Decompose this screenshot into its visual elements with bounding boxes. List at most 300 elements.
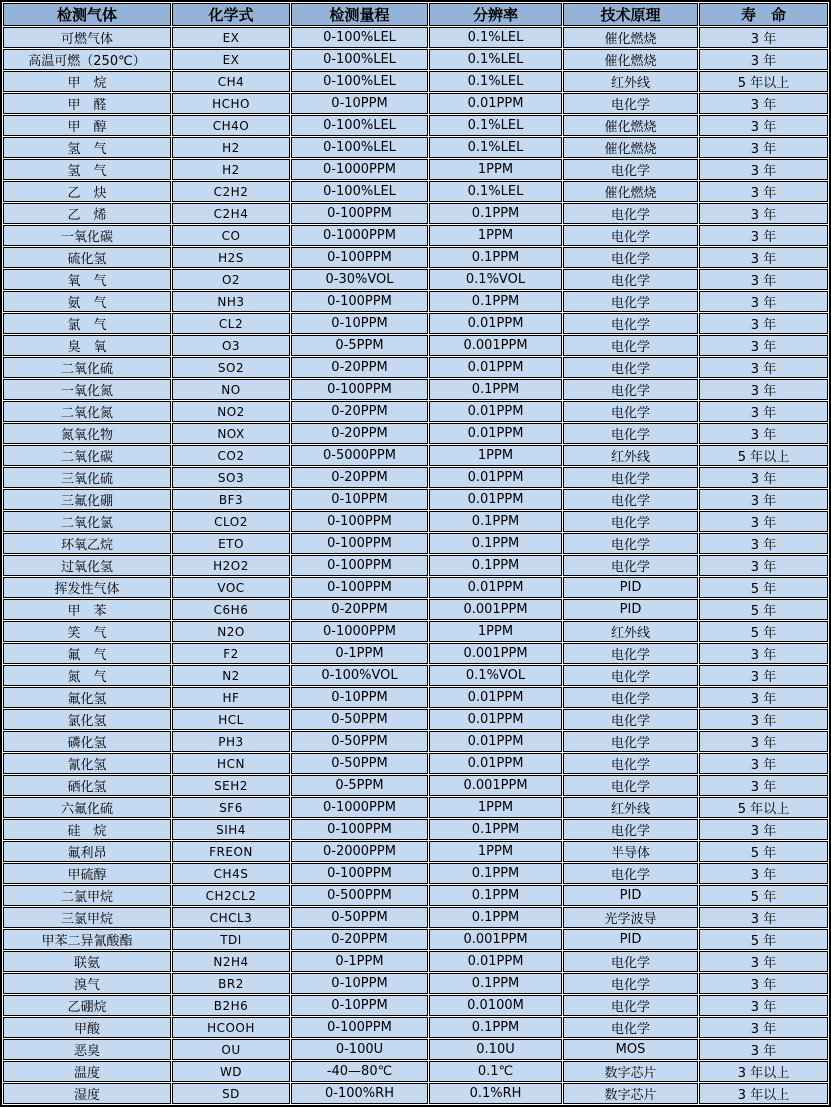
cell-range: 0-100%LEL [291,71,428,92]
cell-principle: 电化学 [563,995,698,1016]
table-row [3,93,828,114]
cell-range: 0-100PPM [291,555,428,576]
cell-range: 0-100%LEL [291,115,428,136]
cell-formula: BF3 [172,489,290,510]
cell-range: 0-1PPM [291,951,428,972]
table-row [3,445,828,466]
column-header-resolution: 分辨率 [429,3,562,26]
cell-gas-name: 甲 苯 [3,599,171,620]
table-row [3,797,828,818]
cell-formula: O2 [172,269,290,290]
column-header-range: 检测量程 [291,3,428,26]
cell-resolution: 0.1PPM [429,379,562,400]
cell-range: 0-1000PPM [291,621,428,642]
cell-resolution: 0.01PPM [429,687,562,708]
cell-formula: HCN [172,753,290,774]
table-row [3,357,828,378]
cell-formula: CO [172,225,290,246]
cell-lifespan: 3 年 [699,643,828,664]
cell-resolution: 0.1%VOL [429,269,562,290]
table-row [3,665,828,686]
table-row [3,203,828,224]
column-header-gas-name: 检测气体 [3,3,171,26]
cell-range: 0-500PPM [291,885,428,906]
cell-resolution: 0.1%LEL [429,71,562,92]
cell-principle: 光学波导 [563,907,698,928]
cell-principle: PID [563,885,698,906]
cell-principle: PID [563,929,698,950]
cell-gas-name: 环氧乙烷 [3,533,171,554]
cell-gas-name: 笑 气 [3,621,171,642]
cell-gas-name: 二氧化硫 [3,357,171,378]
cell-resolution: 0.01PPM [429,731,562,752]
cell-principle: 电化学 [563,159,698,180]
table-row [3,973,828,994]
cell-resolution: 0.1%LEL [429,115,562,136]
cell-formula: H2O2 [172,555,290,576]
cell-gas-name: 高温可燃（250℃） [3,49,171,70]
cell-range: 0-100PPM [291,379,428,400]
cell-resolution: 0.1%LEL [429,137,562,158]
cell-principle: 电化学 [563,93,698,114]
cell-resolution: 1PPM [429,621,562,642]
cell-gas-name: 氢 气 [3,137,171,158]
cell-range: 0-50PPM [291,907,428,928]
cell-resolution: 0.01PPM [429,489,562,510]
cell-range: 0-20PPM [291,467,428,488]
cell-lifespan: 3 年 [699,137,828,158]
cell-resolution: 0.001PPM [429,929,562,950]
cell-formula: N2O [172,621,290,642]
cell-gas-name: 二氧化氮 [3,401,171,422]
cell-lifespan: 5 年 [699,599,828,620]
cell-range: 0-5000PPM [291,445,428,466]
cell-gas-name: 氰化氢 [3,753,171,774]
cell-formula: H2S [172,247,290,268]
cell-resolution: 0.1PPM [429,973,562,994]
cell-range: 0-2000PPM [291,841,428,862]
table-row [3,1061,828,1082]
cell-gas-name: 溴气 [3,973,171,994]
cell-principle: 电化学 [563,709,698,730]
cell-gas-name: 硅 烷 [3,819,171,840]
cell-range: 0-100U [291,1039,428,1060]
cell-range: 0-50PPM [291,709,428,730]
column-header-formula: 化学式 [172,3,290,26]
cell-formula: HCL [172,709,290,730]
table-row [3,775,828,796]
cell-lifespan: 3 年 [699,401,828,422]
cell-gas-name: 乙 炔 [3,181,171,202]
table-row [3,247,828,268]
cell-resolution: 1PPM [429,159,562,180]
cell-lifespan: 3 年 [699,489,828,510]
cell-gas-name: 二氯甲烷 [3,885,171,906]
table-row [3,401,828,422]
cell-lifespan: 3 年 [699,269,828,290]
cell-principle: 电化学 [563,643,698,664]
cell-formula: CLO2 [172,511,290,532]
table-row [3,49,828,70]
cell-formula: SD [172,1083,290,1104]
cell-principle: 电化学 [563,665,698,686]
cell-lifespan: 3 年 [699,819,828,840]
cell-range: 0-100PPM [291,291,428,312]
cell-range: 0-10PPM [291,973,428,994]
table-row [3,467,828,488]
table-row [3,929,828,950]
cell-formula: EX [172,27,290,48]
cell-principle: 电化学 [563,203,698,224]
cell-range: 0-10PPM [291,687,428,708]
cell-range: 0-100PPM [291,247,428,268]
cell-gas-name: 乙 烯 [3,203,171,224]
cell-formula: F2 [172,643,290,664]
cell-formula: CL2 [172,313,290,334]
cell-formula: H2 [172,137,290,158]
cell-resolution: 0.1℃ [429,1061,562,1082]
cell-lifespan: 3 年以上 [699,1083,828,1104]
cell-principle: 电化学 [563,973,698,994]
cell-range: 0-100%VOL [291,665,428,686]
cell-range: 0-100%LEL [291,137,428,158]
cell-formula: HCOOH [172,1017,290,1038]
table-row [3,1083,828,1104]
cell-lifespan: 3 年 [699,533,828,554]
cell-principle: 催化燃烧 [563,27,698,48]
cell-resolution: 1PPM [429,797,562,818]
cell-range: 0-5PPM [291,775,428,796]
cell-range: -40—80℃ [291,1061,428,1082]
table-row [3,819,828,840]
table-row [3,621,828,642]
cell-range: 0-50PPM [291,753,428,774]
cell-lifespan: 3 年 [699,357,828,378]
cell-formula: N2 [172,665,290,686]
header-row [3,3,828,26]
cell-range: 0-30%VOL [291,269,428,290]
cell-gas-name: 氢 气 [3,159,171,180]
cell-resolution: 1PPM [429,445,562,466]
cell-formula: FREON [172,841,290,862]
cell-range: 0-100PPM [291,819,428,840]
cell-formula: TDI [172,929,290,950]
cell-lifespan: 3 年 [699,973,828,994]
cell-formula: C6H6 [172,599,290,620]
table-row [3,291,828,312]
table-row [3,995,828,1016]
cell-lifespan: 5 年 [699,621,828,642]
cell-principle: 电化学 [563,291,698,312]
cell-resolution: 0.1PPM [429,203,562,224]
cell-principle: 电化学 [563,819,698,840]
cell-range: 0-20PPM [291,599,428,620]
table-body [3,27,828,1104]
table-row [3,313,828,334]
cell-principle: 催化燃烧 [563,181,698,202]
cell-resolution: 0.1PPM [429,907,562,928]
cell-formula: EX [172,49,290,70]
cell-formula: CH4S [172,863,290,884]
cell-resolution: 0.1%LEL [429,49,562,70]
cell-resolution: 0.01PPM [429,357,562,378]
cell-formula: NOX [172,423,290,444]
cell-resolution: 0.1PPM [429,885,562,906]
table-row [3,71,828,92]
cell-lifespan: 3 年 [699,709,828,730]
cell-range: 0-20PPM [291,929,428,950]
cell-principle: 电化学 [563,423,698,444]
cell-formula: CH2CL2 [172,885,290,906]
cell-lifespan: 3 年 [699,907,828,928]
cell-formula: NH3 [172,291,290,312]
column-header-principle: 技术原理 [563,3,698,26]
cell-principle: PID [563,577,698,598]
cell-principle: 数字芯片 [563,1083,698,1104]
cell-formula: SO2 [172,357,290,378]
cell-principle: MOS [563,1039,698,1060]
cell-range: 0-10PPM [291,313,428,334]
cell-principle: 电化学 [563,753,698,774]
cell-lifespan: 5 年以上 [699,797,828,818]
table-row [3,753,828,774]
cell-gas-name: 二氧化碳 [3,445,171,466]
table-row [3,863,828,884]
cell-lifespan: 3 年 [699,423,828,444]
cell-range: 0-20PPM [291,401,428,422]
cell-gas-name: 氟化氢 [3,687,171,708]
cell-formula: C2H4 [172,203,290,224]
table-row [3,27,828,48]
cell-gas-name: 甲 烷 [3,71,171,92]
table-row [3,489,828,510]
cell-resolution: 0.001PPM [429,335,562,356]
table-row [3,841,828,862]
table-row [3,159,828,180]
cell-principle: 电化学 [563,401,698,422]
cell-formula: SEH2 [172,775,290,796]
cell-formula: SF6 [172,797,290,818]
cell-gas-name: 臭 氧 [3,335,171,356]
cell-formula: HCHO [172,93,290,114]
column-header-lifespan: 寿 命 [699,3,828,26]
cell-principle: 电化学 [563,533,698,554]
cell-resolution: 0.1PPM [429,555,562,576]
cell-principle: 电化学 [563,687,698,708]
cell-lifespan: 3 年 [699,665,828,686]
cell-range: 0-100PPM [291,863,428,884]
cell-resolution: 0.1PPM [429,1017,562,1038]
cell-gas-name: 甲 醛 [3,93,171,114]
cell-range: 0-100%RH [291,1083,428,1104]
cell-principle: 电化学 [563,379,698,400]
cell-lifespan: 3 年 [699,225,828,246]
table-row [3,577,828,598]
cell-lifespan: 3 年 [699,1017,828,1038]
cell-principle: 电化学 [563,467,698,488]
cell-lifespan: 3 年 [699,467,828,488]
table-row [3,269,828,290]
cell-principle: 红外线 [563,71,698,92]
cell-resolution: 0.1PPM [429,863,562,884]
cell-formula: CH4 [172,71,290,92]
cell-range: 0-100%LEL [291,27,428,48]
cell-gas-name: 氯 气 [3,313,171,334]
cell-gas-name: 二氧化氯 [3,511,171,532]
cell-resolution: 0.001PPM [429,599,562,620]
cell-formula: B2H6 [172,995,290,1016]
cell-range: 0-10PPM [291,489,428,510]
cell-gas-name: 联氨 [3,951,171,972]
cell-formula: VOC [172,577,290,598]
cell-principle: 电化学 [563,357,698,378]
cell-resolution: 0.01PPM [429,951,562,972]
cell-lifespan: 3 年 [699,511,828,532]
cell-resolution: 0.01PPM [429,709,562,730]
cell-range: 0-1000PPM [291,225,428,246]
cell-lifespan: 3 年 [699,203,828,224]
cell-principle: 电化学 [563,225,698,246]
cell-gas-name: 乙硼烷 [3,995,171,1016]
cell-principle: 电化学 [563,335,698,356]
cell-principle: 半导体 [563,841,698,862]
cell-formula: O3 [172,335,290,356]
cell-range: 0-20PPM [291,423,428,444]
cell-principle: 电化学 [563,511,698,532]
cell-resolution: 0.001PPM [429,775,562,796]
cell-formula: PH3 [172,731,290,752]
cell-gas-name: 氧 气 [3,269,171,290]
cell-resolution: 0.01PPM [429,577,562,598]
cell-range: 0-100PPM [291,533,428,554]
cell-resolution: 0.01PPM [429,93,562,114]
cell-gas-name: 三氯甲烷 [3,907,171,928]
table-row [3,181,828,202]
cell-principle: 电化学 [563,731,698,752]
cell-range: 0-100PPM [291,1017,428,1038]
cell-range: 0-100PPM [291,203,428,224]
cell-formula: C2H2 [172,181,290,202]
table-row [3,643,828,664]
cell-resolution: 0.0100M [429,995,562,1016]
table-row [3,1039,828,1060]
cell-gas-name: 氟利昂 [3,841,171,862]
cell-range: 0-50PPM [291,731,428,752]
cell-resolution: 0.10U [429,1039,562,1060]
cell-gas-name: 温度 [3,1061,171,1082]
cell-lifespan: 3 年 [699,313,828,334]
cell-principle: 催化燃烧 [563,137,698,158]
cell-gas-name: 甲酸 [3,1017,171,1038]
cell-principle: 电化学 [563,951,698,972]
cell-formula: N2H4 [172,951,290,972]
cell-resolution: 0.1%LEL [429,27,562,48]
cell-gas-name: 氮氧化物 [3,423,171,444]
cell-principle: 电化学 [563,269,698,290]
table-row [3,423,828,444]
cell-lifespan: 3 年 [699,995,828,1016]
cell-gas-name: 氯化氢 [3,709,171,730]
table-row [3,225,828,246]
cell-resolution: 1PPM [429,225,562,246]
cell-range: 0-1PPM [291,643,428,664]
cell-formula: NO2 [172,401,290,422]
cell-formula: H2 [172,159,290,180]
cell-gas-name: 硒化氢 [3,775,171,796]
table-row [3,137,828,158]
cell-lifespan: 3 年 [699,181,828,202]
table-row [3,1017,828,1038]
cell-formula: OU [172,1039,290,1060]
cell-range: 0-1000PPM [291,797,428,818]
cell-lifespan: 3 年 [699,379,828,400]
cell-lifespan: 5 年 [699,929,828,950]
cell-principle: 电化学 [563,1017,698,1038]
cell-principle: PID [563,599,698,620]
cell-range: 0-10PPM [291,93,428,114]
cell-formula: HF [172,687,290,708]
cell-range: 0-20PPM [291,357,428,378]
cell-principle: 电化学 [563,247,698,268]
cell-resolution: 0.1PPM [429,511,562,532]
cell-principle: 电化学 [563,863,698,884]
cell-resolution: 0.1PPM [429,247,562,268]
table-row [3,951,828,972]
table-row [3,885,828,906]
cell-lifespan: 5 年以上 [699,445,828,466]
cell-resolution: 0.01PPM [429,313,562,334]
cell-formula: CHCL3 [172,907,290,928]
cell-principle: 红外线 [563,797,698,818]
cell-lifespan: 3 年 [699,115,828,136]
cell-resolution: 0.1PPM [429,533,562,554]
cell-range: 0-5PPM [291,335,428,356]
cell-gas-name: 硫化氢 [3,247,171,268]
cell-lifespan: 3 年 [699,753,828,774]
cell-lifespan: 3 年 [699,951,828,972]
table-row [3,511,828,532]
cell-lifespan: 5 年 [699,841,828,862]
cell-lifespan: 5 年 [699,577,828,598]
cell-gas-name: 三氧化硫 [3,467,171,488]
cell-resolution: 1PPM [429,841,562,862]
cell-gas-name: 一氧化碳 [3,225,171,246]
table-row [3,533,828,554]
cell-principle: 电化学 [563,775,698,796]
cell-formula: NO [172,379,290,400]
cell-principle: 催化燃烧 [563,49,698,70]
cell-gas-name: 恶臭 [3,1039,171,1060]
cell-lifespan: 3 年 [699,863,828,884]
cell-range: 0-100%LEL [291,181,428,202]
cell-gas-name: 湿度 [3,1083,171,1104]
cell-gas-name: 磷化氢 [3,731,171,752]
cell-resolution: 0.001PPM [429,643,562,664]
cell-lifespan: 3 年 [699,775,828,796]
cell-lifespan: 5 年以上 [699,71,828,92]
table-row [3,379,828,400]
cell-principle: 电化学 [563,489,698,510]
cell-gas-name: 氨 气 [3,291,171,312]
cell-formula: SO3 [172,467,290,488]
cell-principle: 电化学 [563,313,698,334]
table-header [3,3,828,26]
cell-lifespan: 3 年 [699,27,828,48]
cell-formula: CH4O [172,115,290,136]
cell-lifespan: 3 年 [699,291,828,312]
cell-gas-name: 甲 醇 [3,115,171,136]
cell-resolution: 0.01PPM [429,401,562,422]
